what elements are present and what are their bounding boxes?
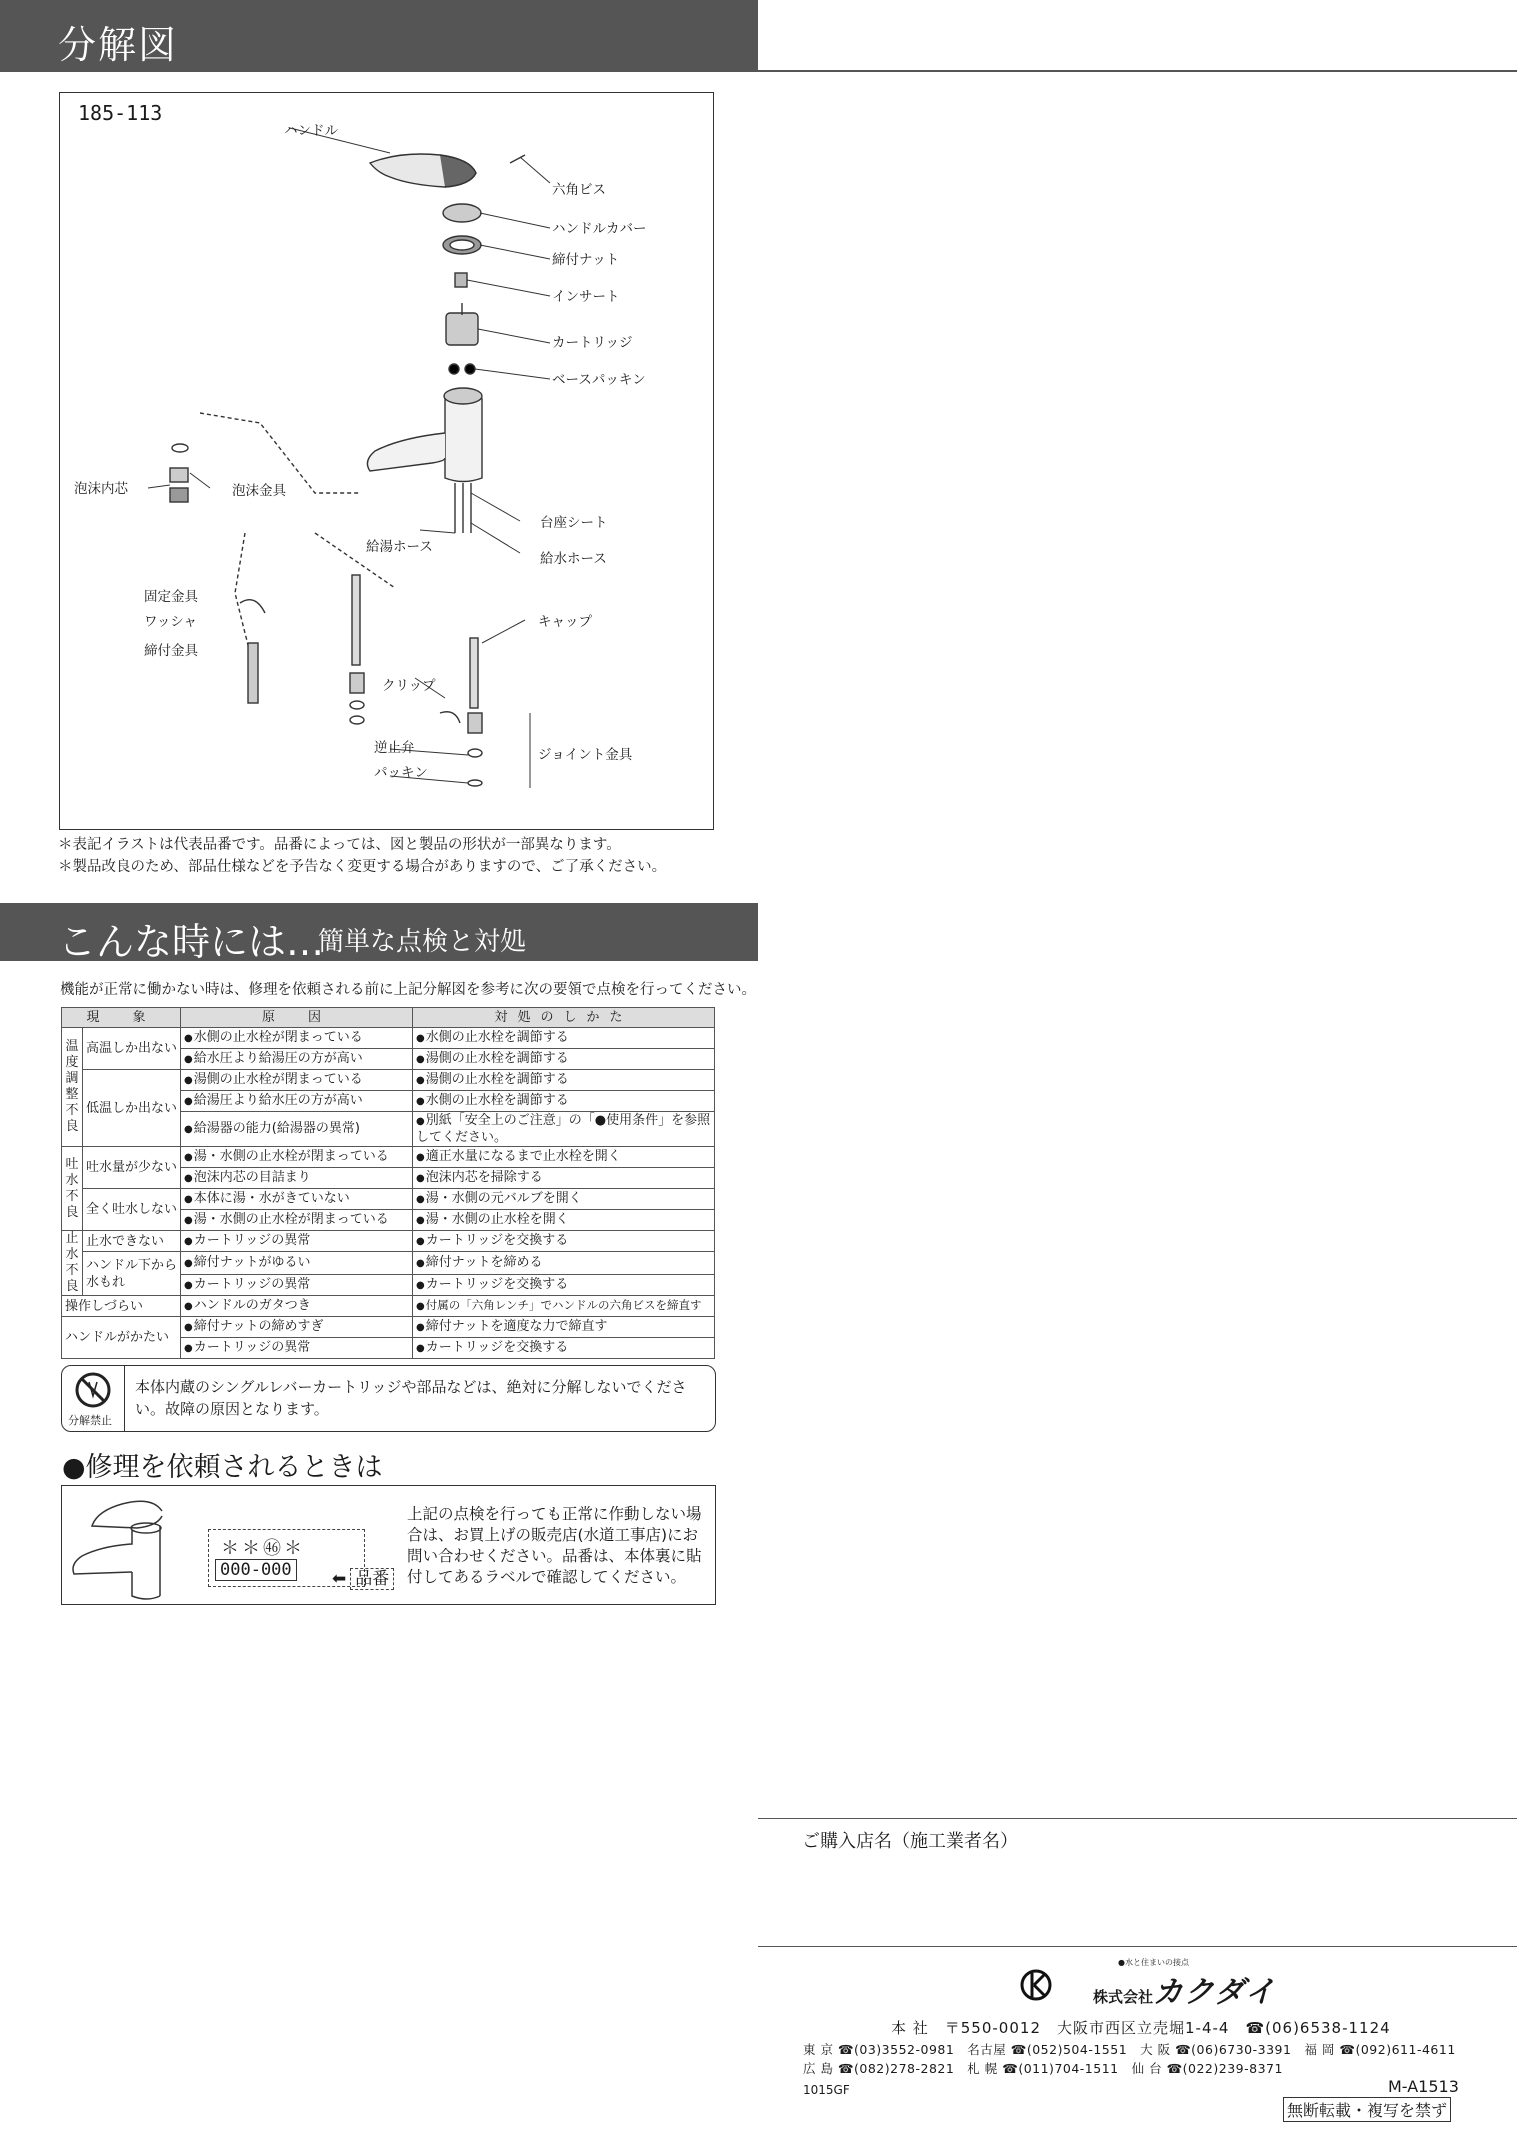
table-row: [62, 1147, 715, 1168]
product-number-label: 品番: [350, 1568, 394, 1590]
table-row: [62, 1231, 715, 1252]
remedy: ● 締付ナットを締める: [413, 1252, 715, 1275]
repair-title: ●修理を依頼されるときは: [62, 1452, 383, 1483]
label-hex-screw: 六角ビス: [552, 182, 606, 198]
remedy: ● カートリッジを交換する: [413, 1338, 715, 1359]
company-logo: [1018, 1955, 1276, 2010]
no-disassembly-icon: [62, 1366, 124, 1412]
headquarters-address: 本 社 〒550-0012 大阪市西区立売堀1-4-4 ☎(06)6538-1124: [891, 2019, 1391, 2037]
remedy: ● カートリッジを交換する: [413, 1275, 715, 1296]
symptom: ハンドル下から水もれ: [83, 1252, 181, 1296]
cause: ● ハンドルのガタつき: [181, 1296, 413, 1317]
label-tightening-fitting: 締付金具: [144, 643, 198, 659]
table-row: [62, 1296, 715, 1317]
faucet-illustration: [60, 93, 713, 829]
note-spec-change: ＊製品改良のため、部品仕様などを予告なく変更する場合がありますので、ご了承ください。: [58, 859, 667, 875]
label-aerator-fitting: 泡沫金具: [232, 483, 286, 499]
exploded-diagram: [59, 92, 714, 830]
label-clip: クリップ: [382, 678, 436, 694]
symptom: ハンドルがかたい: [62, 1317, 181, 1359]
table-row: [62, 1028, 715, 1049]
cause: ● カートリッジの異常: [181, 1231, 413, 1252]
print-code: 1015GF: [803, 2083, 850, 2097]
repair-text: 上記の点検を行っても正常に作動しない場合は、お買上げの販売店(水道工事店)にお問い合わせください。品番は、本体裏に貼付してあるラベルで確認してください。: [407, 1505, 702, 1586]
branch-list: 東 京 ☎(03)3552-0981 名古屋 ☎(052)504-1551 大 阪 ☎(06)6730-3391 福 岡 ☎(092)611-4611: [803, 2042, 1456, 2057]
remedy: ● 湯・水側の元バルブを開く: [413, 1189, 715, 1210]
category-temp: 温度調整不良: [62, 1028, 83, 1147]
table-row: [62, 1070, 715, 1091]
remedy: ● 湯側の止水栓を調節する: [413, 1070, 715, 1091]
note-representative: ＊表記イラストは代表品番です。品番によっては、図と製品の形状が一部異なります。: [58, 837, 621, 853]
warning-box: [61, 1365, 716, 1432]
left-arrow-icon: ⬅: [332, 1569, 347, 1589]
label-line1: ＊＊㊻＊: [221, 1538, 305, 1559]
symptom: 止水できない: [83, 1231, 181, 1252]
model-number: 185-113: [78, 101, 163, 125]
cause: ● 湯・水側の止水栓が閉まっている: [181, 1210, 413, 1231]
cause: ● 湯・水側の止水栓が閉まっている: [181, 1147, 413, 1168]
section-subtitle: 簡単な点検と対処: [318, 927, 527, 957]
company-prefix: 株式会社: [1093, 1988, 1154, 2006]
label-washer: ワッシャ: [144, 614, 198, 630]
header-remedy: 対処のしかた: [413, 1008, 715, 1028]
cause: ● カートリッジの異常: [181, 1275, 413, 1296]
product-number-pointer: [332, 1564, 394, 1589]
purchase-shop-label: ご購入店名（施工業者名）: [802, 1831, 1018, 1852]
remedy: ● 締付ナットを適度な力で締直す: [413, 1317, 715, 1338]
remedy: ● 湯側の止水栓を調節する: [413, 1049, 715, 1070]
label-lock-nut: 締付ナット: [552, 252, 620, 268]
company-name: [1093, 1967, 1276, 2011]
symptom: 全く吐水しない: [83, 1189, 181, 1231]
company-brand: カクダイ: [1153, 1975, 1276, 2010]
document-code: M-A1513: [1388, 2077, 1459, 2096]
table-header-row: [62, 1008, 715, 1028]
no-disassembly-label: 分解禁止: [68, 1414, 112, 1427]
label-line2: 000-000: [215, 1559, 297, 1581]
cause: ● 給湯器の能力(給湯器の異常): [181, 1112, 413, 1147]
cause: ● 水側の止水栓が閉まっている: [181, 1028, 413, 1049]
divider: [758, 1946, 1517, 1947]
cause: ● 給水圧より給湯圧の方が高い: [181, 1049, 413, 1070]
company-tagline: ●水と住まいの接点: [1118, 1958, 1189, 1967]
label-hot-hose: 給湯ホース: [366, 539, 433, 555]
header-symptom: 現 象: [62, 1008, 181, 1028]
divider: [758, 1818, 1517, 1819]
category-stop: 止水不良: [62, 1231, 83, 1296]
troubleshoot-intro: 機能が正常に働かない時は、修理を依頼される前に上記分解図を参考に次の要領で点検を行ってください。: [60, 982, 756, 998]
remedy: ● 水側の止水栓を調節する: [413, 1091, 715, 1112]
no-copy-notice: 無断転載・複写を禁ず: [1283, 2097, 1451, 2122]
label-cartridge: カートリッジ: [552, 335, 633, 351]
cause: ● 泡沫内芯の目詰まり: [181, 1168, 413, 1189]
symptom: 操作しづらい: [62, 1296, 181, 1317]
repair-box: [61, 1485, 716, 1605]
symptom: 高温しか出ない: [83, 1028, 181, 1070]
troubleshoot-table: [61, 1007, 715, 1359]
section-header-troubleshoot: [0, 903, 758, 964]
section-title: こんな時には…: [58, 920, 325, 964]
branch-list: 広 島 ☎(082)278-2821 札 幌 ☎(011)704-1511 仙 台 ☎(022)239-8371: [803, 2061, 1283, 2076]
symptom: 吐水量が少ない: [83, 1147, 181, 1189]
header-cause: 原 因: [181, 1008, 413, 1028]
label-packing: パッキン: [374, 765, 428, 781]
remedy: ● 泡沫内芯を掃除する: [413, 1168, 715, 1189]
cause: ● 本体に湯・水がきていない: [181, 1189, 413, 1210]
label-base-sheet: 台座シート: [540, 515, 608, 531]
label-joint-fitting: ジョイント金具: [538, 747, 633, 763]
cause: ● 締付ナットがゆるい: [181, 1252, 413, 1275]
remedy: ● 水側の止水栓を調節する: [413, 1028, 715, 1049]
cause: ● 湯側の止水栓が閉まっている: [181, 1070, 413, 1091]
remedy: ● 付属の「六角レンチ」でハンドルの六角ビスを締直す: [413, 1296, 715, 1317]
label-base-packing: ベースパッキン: [552, 372, 646, 388]
label-check-valve: 逆止弁: [374, 740, 415, 756]
section-header-exploded: [0, 0, 758, 70]
label-fixing-bracket: 固定金具: [144, 589, 198, 605]
label-handle-cover: ハンドルカバー: [552, 221, 647, 237]
category-flow: 吐水不良: [62, 1147, 83, 1231]
warning-text: 本体内蔵のシングルレバーカートリッジや部品などは、絶対に分解しないでください。故障の原因となります。: [135, 1378, 687, 1418]
label-handle: ハンドル: [284, 123, 338, 139]
table-row: [62, 1189, 715, 1210]
header-rule: [0, 70, 1517, 72]
section-title: 分解図: [58, 23, 179, 67]
remedy: ● カートリッジを交換する: [413, 1231, 715, 1252]
cause: ● カートリッジの異常: [181, 1338, 413, 1359]
remedy: ● 別紙「安全上のご注意」の「●使用条件」を参照してください。: [413, 1112, 715, 1147]
label-cold-hose: 給水ホース: [540, 551, 607, 567]
label-cap: キャップ: [538, 614, 592, 630]
label-aerator-core: 泡沫内芯: [74, 481, 128, 497]
symptom: 低温しか出ない: [83, 1070, 181, 1147]
kakudai-logo-icon: [1018, 1967, 1058, 2007]
cause: ● 締付ナットの締めすぎ: [181, 1317, 413, 1338]
faucet-label-illustration: [62, 1486, 212, 1604]
remedy: ● 適正水量になるまで止水栓を開く: [413, 1147, 715, 1168]
remedy: ● 湯・水側の止水栓を開く: [413, 1210, 715, 1231]
label-insert: インサート: [552, 289, 620, 305]
cause: ● 給湯圧より給水圧の方が高い: [181, 1091, 413, 1112]
table-row: [62, 1252, 715, 1275]
warning-icon-cell: [62, 1366, 125, 1431]
table-row: [62, 1317, 715, 1338]
